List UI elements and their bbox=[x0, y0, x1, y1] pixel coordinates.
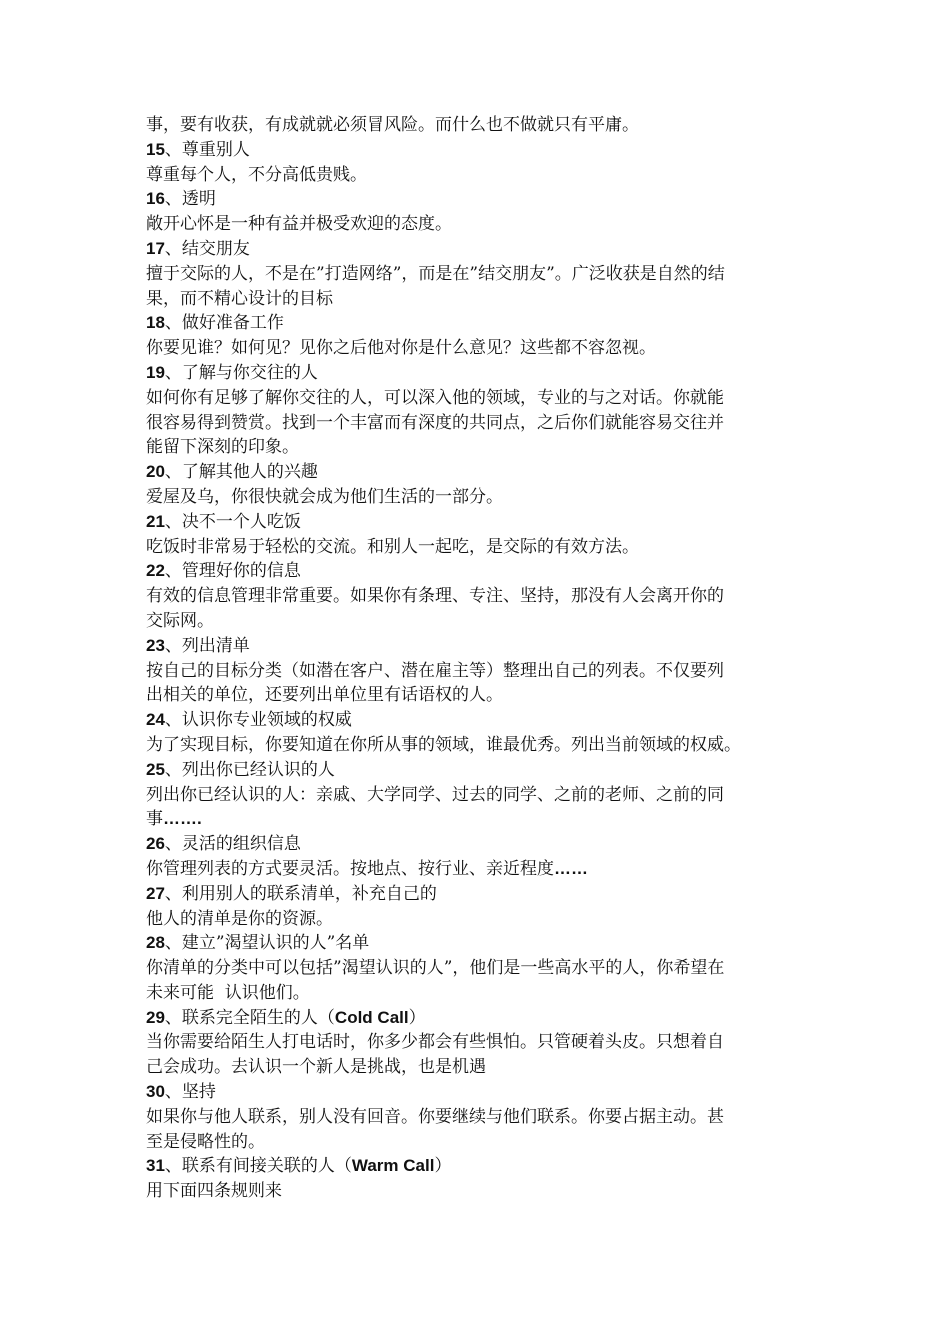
item-body-line: 为了实现目标，你要知道在你所从事的领域，谁最优秀。列出当前领域的权威。 bbox=[146, 734, 741, 755]
item-title: 、灵活的组织信息 bbox=[164, 834, 301, 855]
item-number: 25 bbox=[146, 759, 165, 779]
item-body-line: 尊重每个人，不分高低贵贱。 bbox=[146, 164, 367, 185]
item-heading bbox=[146, 510, 816, 535]
item-body-line: 己会成功。去认识一个新人是挑战，也是机遇 bbox=[146, 1057, 486, 1078]
item-body-line: 果，而不精心设计的目标 bbox=[146, 288, 333, 309]
item-body-line: 如何你有足够了解你交往的人，可以深入他的领域，专业的与之对话。你就能 bbox=[146, 387, 724, 408]
item-body-line: 列出你已经认识的人：亲戚、大学同学、过去的同学、之前的老师、之前的同 bbox=[146, 784, 724, 805]
item-number: 29 bbox=[146, 1007, 165, 1027]
item-body-line: 有效的信息管理非常重要。如果你有条理、专注、坚持，那没有人会离开你的 bbox=[146, 586, 724, 607]
item-title: 、建立”渴望认识的人”名单 bbox=[164, 933, 370, 954]
item-body-line: 出相关的单位，还要列出单位里有话语权的人。 bbox=[146, 685, 503, 706]
item-heading bbox=[146, 708, 816, 733]
item-title: 、联系有间接关联的人（ bbox=[164, 1156, 352, 1177]
item-title-english: Warm Call bbox=[351, 1156, 435, 1176]
document-page bbox=[146, 113, 816, 1204]
item-heading bbox=[146, 1080, 816, 1105]
item-title: 、尊重别人 bbox=[164, 139, 250, 160]
item-list bbox=[146, 138, 816, 1204]
item-title: 、决不一个人吃饭 bbox=[164, 511, 301, 532]
item-body-line: 擅于交际的人，不是在”打造网络”，而是在”结交朋友”。广泛收获是自然的结 bbox=[146, 263, 725, 284]
item-title: 、了解其他人的兴趣 bbox=[164, 462, 318, 483]
item-heading bbox=[146, 634, 816, 659]
item-title-end: ） bbox=[408, 1007, 426, 1028]
item-title: 、利用别人的联系清单，补充自己的 bbox=[164, 883, 437, 904]
item-body-line: 如果你与他人联系，别人没有回音。你要继续与他们联系。你要占据主动。甚 bbox=[146, 1106, 724, 1127]
item-heading bbox=[146, 931, 816, 956]
item-heading bbox=[146, 237, 816, 262]
item-body-line: 至是侵略性的。 bbox=[146, 1131, 265, 1152]
item-title: 、管理好你的信息 bbox=[164, 561, 301, 582]
item-number: 16 bbox=[146, 189, 165, 209]
item-title: 、联系完全陌生的人（ bbox=[164, 1007, 335, 1028]
item-heading bbox=[146, 311, 816, 336]
item-body-line: 很容易得到赞赏。找到一个丰富而有深度的共同点，之后你们就能容易交往并 bbox=[146, 412, 724, 433]
item-number: 23 bbox=[146, 635, 165, 655]
item-title: 、认识你专业领域的权威 bbox=[164, 710, 352, 731]
item-title: 、坚持 bbox=[164, 1082, 216, 1103]
item-body-line: 他人的清单是你的资源。 bbox=[146, 908, 333, 929]
item-title-english: Cold Call bbox=[334, 1007, 409, 1027]
item-heading bbox=[146, 361, 816, 386]
item-heading bbox=[146, 187, 816, 212]
item-heading bbox=[146, 882, 816, 907]
item-number: 30 bbox=[146, 1082, 165, 1102]
intro-line: 事，要有收获，有成就就必须冒风险。而什么也不做就只有平庸。 bbox=[146, 115, 639, 135]
item-title: 、列出你已经认识的人 bbox=[164, 759, 335, 780]
item-body-line: 吃饭时非常易于轻松的交流。和别人一起吃，是交际的有效方法。 bbox=[146, 536, 639, 557]
item-number: 22 bbox=[146, 561, 165, 581]
item-body-line: 你管理列表的方式要灵活。按地点、按行业、亲近程度…… bbox=[146, 858, 588, 879]
item-heading bbox=[146, 758, 816, 783]
item-title: 、了解与你交往的人 bbox=[164, 362, 318, 383]
item-heading bbox=[146, 832, 816, 857]
item-body-line: 事……. bbox=[146, 809, 202, 830]
item-number: 20 bbox=[146, 462, 165, 482]
item-heading bbox=[146, 1154, 816, 1179]
item-number: 21 bbox=[146, 511, 165, 531]
item-title: 、列出清单 bbox=[164, 635, 250, 656]
item-body-line: 当你需要给陌生人打电话时，你多少都会有些惧怕。只管硬着头皮。只想着自 bbox=[146, 1032, 724, 1053]
item-body-line: 你要见谁？如何见？见你之后他对你是什么意见？这些都不容忽视。 bbox=[146, 338, 656, 359]
item-title: 、结交朋友 bbox=[164, 238, 250, 259]
item-number: 27 bbox=[146, 883, 165, 903]
item-number: 31 bbox=[146, 1156, 165, 1176]
item-number: 19 bbox=[146, 362, 165, 382]
item-body-line: 用下面四条规则来 bbox=[146, 1181, 282, 1202]
item-number: 18 bbox=[146, 313, 165, 333]
item-body-line: 能留下深刻的印象。 bbox=[146, 437, 299, 458]
item-number: 28 bbox=[146, 933, 165, 953]
item-body-line: 你清单的分类中可以包括”渴望认识的人”，他们是一些高水平的人，你希望在 bbox=[146, 958, 725, 979]
item-body-line: 交际网。 bbox=[146, 610, 214, 631]
item-heading bbox=[146, 559, 816, 584]
item-heading bbox=[146, 138, 816, 163]
item-number: 26 bbox=[146, 834, 165, 854]
item-number: 24 bbox=[146, 710, 165, 730]
item-title: 、透明 bbox=[164, 189, 216, 210]
item-body-line: 敞开心怀是一种有益并极受欢迎的态度。 bbox=[146, 214, 452, 235]
item-title-end: ） bbox=[434, 1156, 452, 1177]
item-number: 15 bbox=[146, 139, 165, 159]
item-heading bbox=[146, 1006, 816, 1031]
item-body-line: 爱屋及乌，你很快就会成为他们生活的一部分。 bbox=[146, 486, 503, 507]
item-body-line: 按自己的目标分类（如潜在客户、潜在雇主等）整理出自己的列表。不仅要列 bbox=[146, 660, 724, 681]
item-number: 17 bbox=[146, 238, 165, 258]
item-title: 、做好准备工作 bbox=[164, 313, 284, 334]
item-body-line: 未来可能 认识他们。 bbox=[146, 982, 310, 1003]
item-heading bbox=[146, 460, 816, 485]
